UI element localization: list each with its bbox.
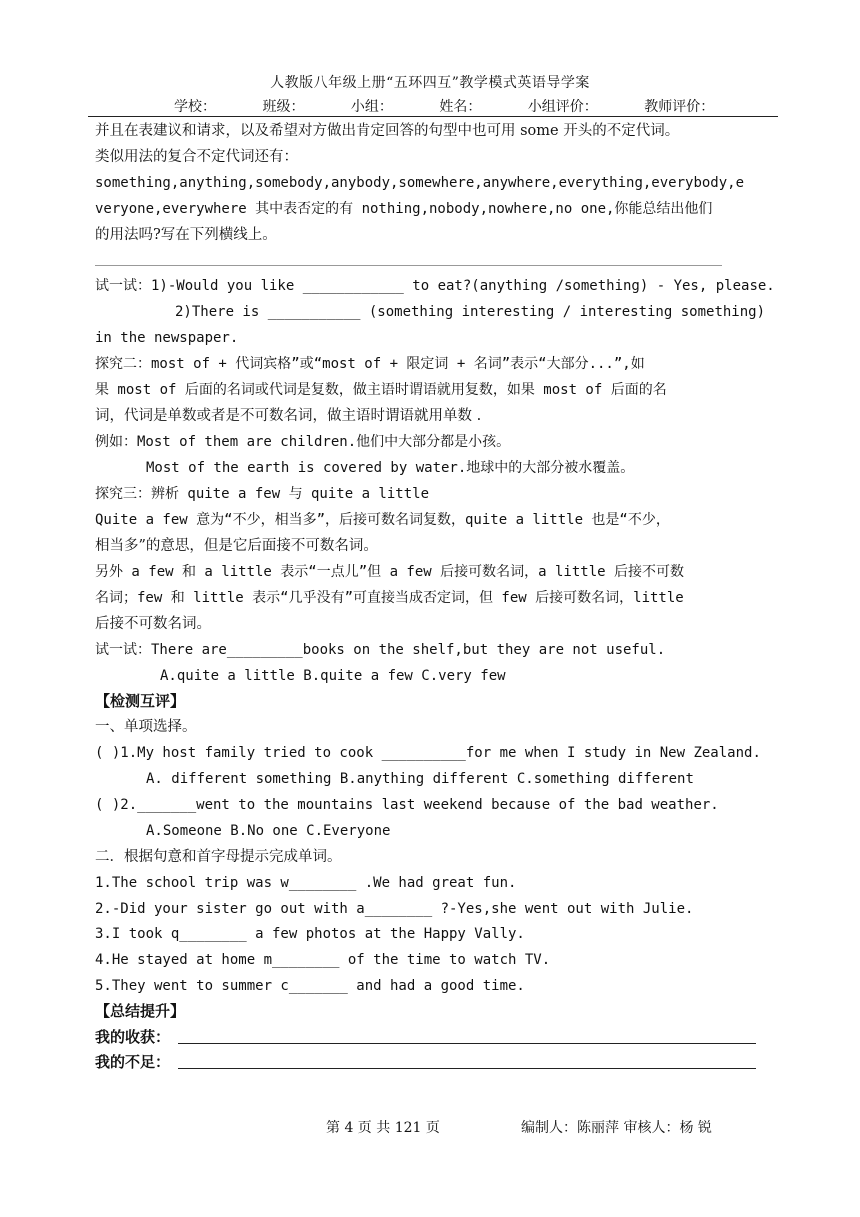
section-subheading: 二．根据句意和首字母提示完成单词。 bbox=[95, 849, 342, 865]
field-name: 姓名： bbox=[439, 99, 482, 115]
text-line: 果 most of 后面的名词或代词是复数，做主语时谓语就用复数，如果 most of 后面的名 bbox=[95, 382, 667, 398]
field-school: 学校： bbox=[174, 99, 216, 115]
question-2-options: A.Someone B.No one C.Everyone bbox=[146, 823, 391, 839]
lack-answer-line[interactable] bbox=[178, 1068, 756, 1069]
text-line: something,anything,somebody,anybody,somewhere,anywhere,everything,everybody,e bbox=[95, 175, 745, 191]
field-group-eval: 小组评价： bbox=[527, 99, 598, 115]
text-line: 后接不可数名词。 bbox=[95, 616, 211, 632]
try-it-1: 试一试：1)-Would you like ____________ to eat?(anything /something) - Yes, please. bbox=[95, 278, 775, 294]
text-line: veryone,everywhere 其中表否定的有 nothing,nobody,nowhere,no one,你能总结出他们 bbox=[95, 201, 713, 217]
editor-info: 编制人：陈丽萍 审核人：杨 锐 bbox=[521, 1120, 712, 1136]
text-line: 名词；few 和 little 表示“几乎没有”可直接当成否定词，但 few 后接可数名词，little bbox=[95, 590, 684, 606]
fill-question-4: 4.He stayed at home m________ of the time to watch TV. bbox=[95, 952, 551, 968]
field-teacher-eval: 教师评价： bbox=[644, 99, 715, 115]
section-heading-summary: 【总结提升】 bbox=[95, 1002, 186, 1020]
header-fields bbox=[174, 96, 756, 116]
text-line: in the newspaper. bbox=[95, 330, 239, 346]
explore-two: 探究二：most of + 代词宾格”或“most of + 限定词 + 名词”表示“大部分...”,如 bbox=[95, 356, 645, 372]
text-line: 的用法吗?写在下列横线上。 bbox=[95, 227, 277, 243]
text-line: 词，代词是单数或者是不可数名词，做主语时谓语就用单数 . bbox=[95, 408, 482, 424]
text-line: 类似用法的复合不定代词还有： bbox=[95, 149, 298, 165]
page-header-title: 人教版八年级上册“五环四互”教学模式英语导学案 bbox=[270, 75, 590, 91]
fill-question-2: 2.-Did your sister go out with a________ ?-Yes,she went out with Julie. bbox=[95, 901, 694, 917]
try-it-2: 2)There is ___________ (something interesting / interesting something) bbox=[175, 304, 766, 320]
question-2: ( )2._______went to the mountains last weekend because of the bad weather. bbox=[95, 797, 719, 813]
field-class: 班级： bbox=[262, 99, 305, 115]
question-1: ( )1.My host family tried to cook __________for me when I study in New Zealand. bbox=[95, 745, 761, 761]
fill-question-1: 1.The school trip was w________ .We had great fun. bbox=[95, 875, 517, 891]
gain-label: 我的收获： bbox=[95, 1028, 171, 1046]
text-line: 相当多”的意思，但是它后面接不可数名词。 bbox=[95, 538, 378, 554]
lack-label: 我的不足： bbox=[95, 1053, 171, 1071]
try-it-3: 试一试：There are_________books on the shelf,but they are not useful. bbox=[95, 642, 666, 658]
question-1-options: A. different something B.anything different C.something different bbox=[146, 771, 694, 787]
example-line: 例如：Most of them are children.他们中大部分都是小孩。 bbox=[95, 434, 511, 450]
options-line: A.quite a little B.quite a few C.very few bbox=[160, 668, 506, 684]
field-group: 小组： bbox=[350, 99, 393, 115]
fill-question-5: 5.They went to summer c_______ and had a good time. bbox=[95, 978, 525, 994]
fill-question-3: 3.I took q________ a few photos at the Happy Vally. bbox=[95, 926, 525, 942]
text-line: 并且在表建议和请求，以及希望对方做出肯定回答的句型中也可用 some 开头的不定代词。 bbox=[95, 123, 680, 139]
answer-line[interactable] bbox=[95, 265, 722, 266]
example-line: Most of the earth is covered by water.地球中的大部分被水覆盖。 bbox=[146, 460, 635, 476]
explore-three: 探究三：辨析 quite a few 与 quite a little bbox=[95, 486, 430, 502]
page-number: 第 4 页 共 121 页 bbox=[326, 1120, 440, 1136]
section-heading-check: 【检测互评】 bbox=[95, 692, 186, 710]
text-line: Quite a few 意为“不少，相当多”，后接可数名词复数，quite a little 也是“不少， bbox=[95, 512, 670, 528]
text-line: 另外 a few 和 a little 表示“一点儿”但 a few 后接可数名词，a little 后接不可数 bbox=[95, 564, 685, 580]
header-divider bbox=[88, 116, 778, 117]
section-subheading: 一、单项选择。 bbox=[95, 719, 197, 735]
gain-answer-line[interactable] bbox=[178, 1043, 756, 1044]
